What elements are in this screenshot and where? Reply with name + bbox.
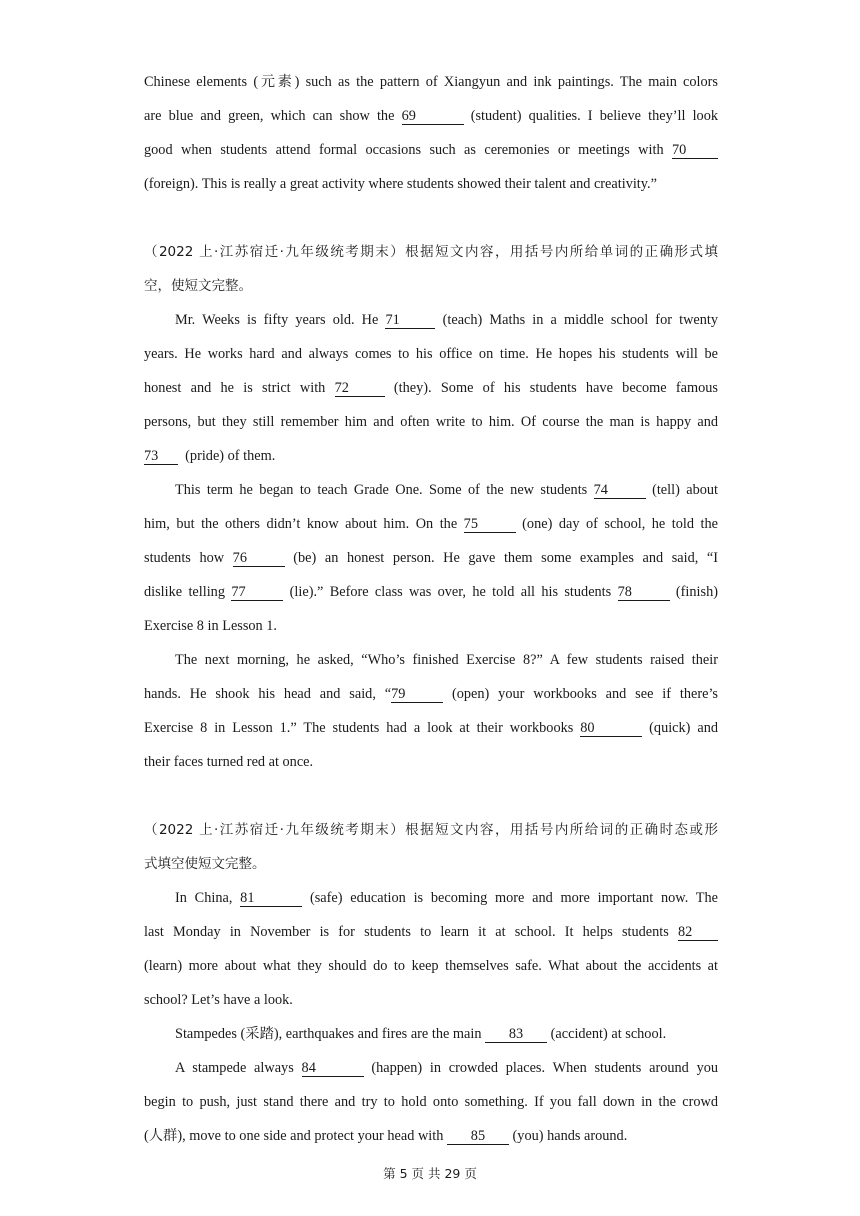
answer-blank-75: 75 <box>464 517 516 533</box>
text: In China, <box>175 890 233 906</box>
text-line <box>144 133 718 167</box>
answer-blank-79: 79 <box>391 687 443 703</box>
text: (人群), move to one side and protect your head with <box>144 1128 444 1144</box>
question-heading <box>144 235 718 269</box>
text: Mr. Weeks is fifty years old. He <box>175 312 379 328</box>
answer-blank-72: 72 <box>335 381 385 397</box>
text: (be) an honest person. He gave them some examples and said, “I <box>293 550 718 566</box>
answer-blank-81: 81 <box>240 891 302 907</box>
text: students how <box>144 550 225 566</box>
text: persons, but they still remember him and often write to him. Of course the man is happy and <box>144 414 718 430</box>
text-line <box>144 439 718 473</box>
text: him, but the others didn’t know about him. On the <box>144 516 458 532</box>
text-line <box>144 575 718 609</box>
text-line <box>144 303 718 337</box>
answer-blank-82: 82 <box>678 925 718 941</box>
text-line <box>144 507 718 541</box>
text: (tell) about <box>652 482 719 498</box>
text: (foreign). This is really a great activity where students showed their talent and creativity.” <box>144 176 657 192</box>
text: (safe) education is becoming more and more important now. The <box>309 890 719 906</box>
text: (finish) <box>675 584 718 600</box>
question-heading <box>144 813 718 847</box>
answer-blank-76: 76 <box>233 551 285 567</box>
page-footer <box>0 1164 860 1182</box>
text-line <box>144 677 718 711</box>
text-line <box>144 473 718 507</box>
text-line <box>144 881 718 915</box>
text: Stampedes (采踏), earthquakes and fires are the main <box>175 1026 482 1042</box>
text: dislike telling <box>144 584 225 600</box>
text: begin to push, just stand there and try to hold onto something. If you fall down in the crowd <box>144 1094 718 1110</box>
text: (student) qualities. I believe they’ll look <box>470 108 718 124</box>
text: Exercise 8 in Lesson 1.” The students had a look at their workbooks <box>144 720 574 736</box>
text: years. He works hard and always comes to his office on time. He hopes his students will be <box>144 346 718 362</box>
text: last Monday in November is for students to learn it at school. It helps students <box>144 924 669 940</box>
text: This term he began to teach Grade One. Some of the new students <box>175 482 588 498</box>
answer-blank-77: 77 <box>231 585 283 601</box>
text-line <box>144 405 718 439</box>
text-line <box>144 711 718 745</box>
heading-text: （2022 上·江苏宿迁·九年级统考期末）根据短文内容，用括号内所给词的正确时态或形 <box>144 822 718 838</box>
question-heading <box>144 847 718 881</box>
text-line <box>144 1017 718 1051</box>
answer-blank-80: 80 <box>580 721 642 737</box>
answer-blank-83: 83 <box>485 1027 547 1043</box>
text-line <box>144 1119 718 1153</box>
text: The next morning, he asked, “Who’s finished Exercise 8?” A few students raised their <box>175 652 718 668</box>
text-line <box>144 167 718 201</box>
text-line <box>144 609 718 643</box>
text-line <box>144 337 718 371</box>
text: (accident) at school. <box>550 1026 667 1042</box>
text: (happen) in crowded places. When students around you <box>371 1060 719 1076</box>
answer-blank-69: 69 <box>402 109 464 125</box>
heading-text: 空，使短文完整。 <box>144 278 252 294</box>
text-line <box>144 643 718 677</box>
text: (lie).” Before class was over, he told all his students <box>289 584 612 600</box>
text-line <box>144 949 718 983</box>
text: (they). Some of his students have become famous <box>393 380 718 396</box>
question-heading <box>144 269 718 303</box>
text: (teach) Maths in a middle school for twenty <box>442 312 719 328</box>
answer-blank-74: 74 <box>594 483 646 499</box>
answer-blank-84: 84 <box>302 1061 364 1077</box>
text-line <box>144 915 718 949</box>
answer-blank-78: 78 <box>618 585 670 601</box>
answer-blank-70: 70 <box>672 143 718 159</box>
text-line <box>144 99 718 133</box>
text-line <box>144 1085 718 1119</box>
text-line <box>144 541 718 575</box>
page-number: 第 5 页 共 29 页 <box>383 1166 477 1181</box>
text: (one) day of school, he told the <box>522 516 718 532</box>
text-line <box>144 745 718 779</box>
text: hands. He shook his head and said, “ <box>144 686 392 702</box>
text-line <box>144 1051 718 1085</box>
text: Exercise 8 in Lesson 1. <box>144 618 278 634</box>
answer-blank-73: 73 <box>144 449 178 465</box>
text-line <box>144 371 718 405</box>
heading-text: （2022 上·江苏宿迁·九年级统考期末）根据短文内容，用括号内所给单词的正确形式填 <box>144 244 718 260</box>
answer-blank-85: 85 <box>447 1129 509 1145</box>
text: (open) your workbooks and see if there’s <box>451 686 718 702</box>
text: (learn) more about what they should do to keep themselves safe. What about the accidents at <box>144 958 718 974</box>
text: Chinese elements (元素) such as the pattern of Xiangyun and ink paintings. The main colors <box>144 74 718 90</box>
text: their faces turned red at once. <box>144 754 314 770</box>
text: school? Let’s have a look. <box>144 992 293 1008</box>
answer-blank-71: 71 <box>385 313 435 329</box>
text: good when students attend formal occasions such as ceremonies or meetings with <box>144 142 664 158</box>
page-content <box>144 65 718 1153</box>
text-line <box>144 983 718 1017</box>
text: are blue and green, which can show the <box>144 108 395 124</box>
text: (you) hands around. <box>512 1128 628 1144</box>
text: honest and he is strict with <box>144 380 326 396</box>
text: (quick) and <box>649 720 718 736</box>
text: (pride) of them. <box>185 448 276 464</box>
text-line <box>144 65 718 99</box>
text: A stampede always <box>175 1060 294 1076</box>
heading-text: 式填空使短文完整。 <box>144 856 266 872</box>
